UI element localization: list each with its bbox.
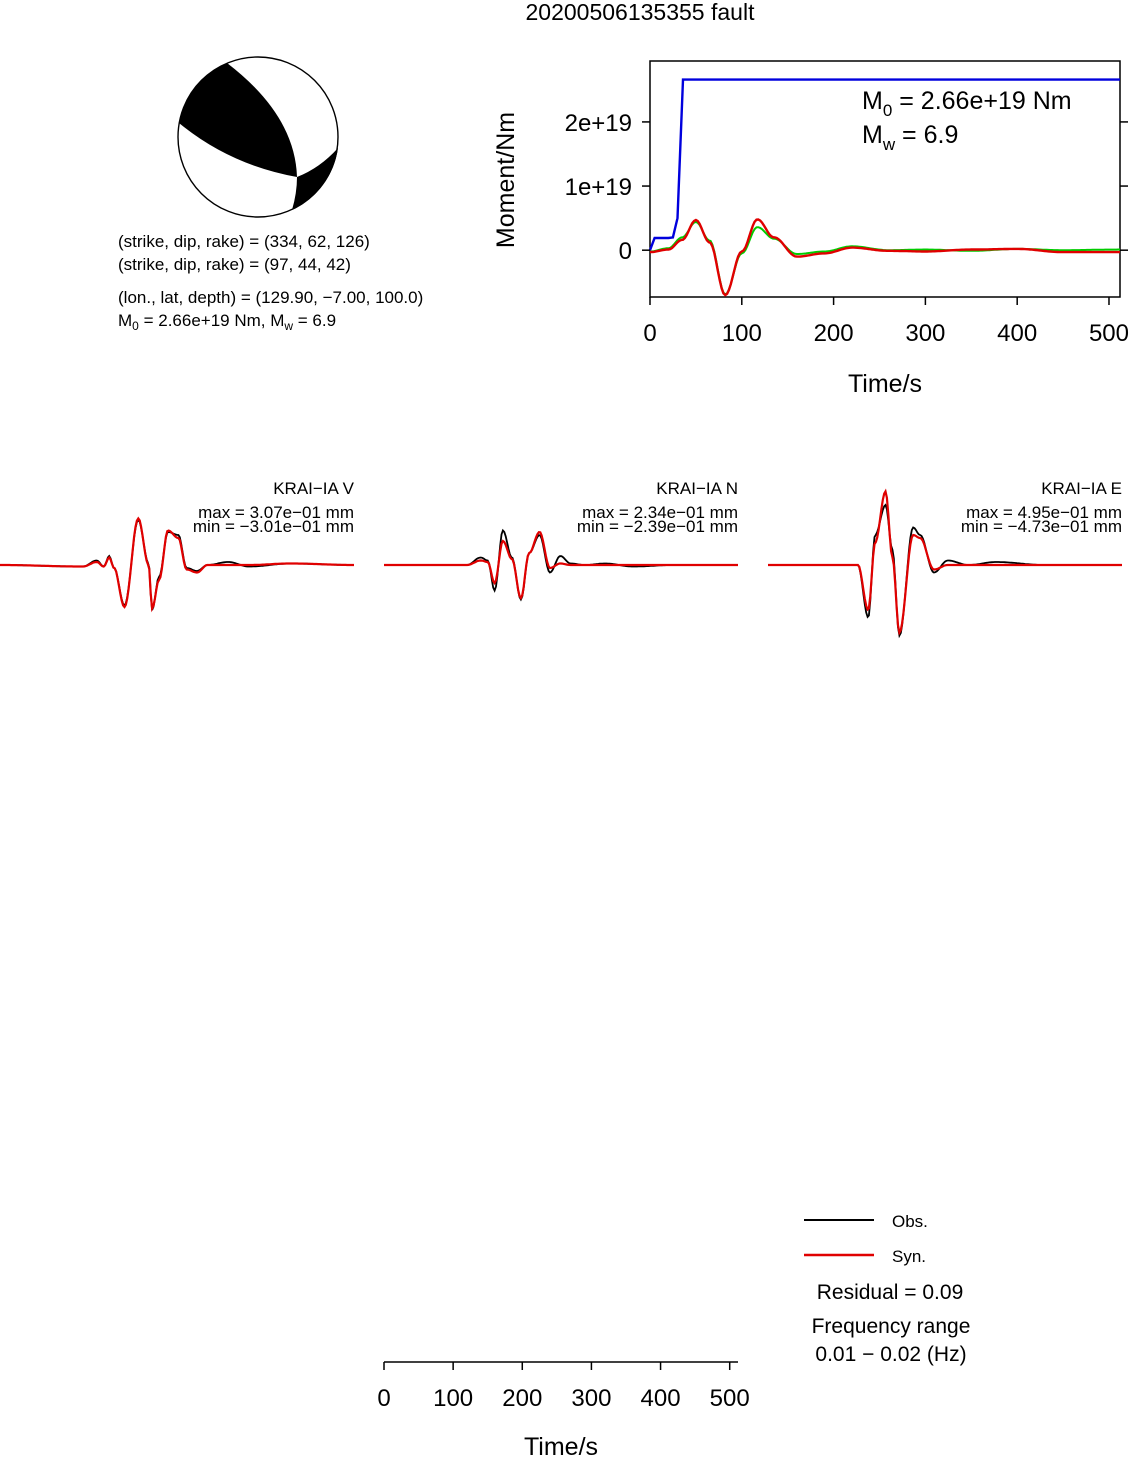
- station-label: KRAI−IA E: [1041, 479, 1122, 498]
- moment-xtick-label: 500: [1088, 320, 1130, 347]
- plane1-values: (334, 62, 126): [263, 232, 370, 251]
- station-min: min = −3.01e−01 mm: [192, 517, 354, 536]
- figure-title: 20200506135355 fault: [525, 0, 755, 25]
- moment-panel: [492, 61, 1129, 398]
- waveform-time-axis: [377, 1362, 749, 1412]
- station-panel-krai-ia-e: [768, 479, 1122, 636]
- moment-xtick-label: 300: [905, 320, 946, 347]
- legend: [804, 1212, 928, 1266]
- location-values: (129.90, −7.00, 100.0): [255, 288, 424, 307]
- moment-ytick-label: 1e+19: [564, 174, 632, 202]
- station-min: min = −2.39e−01 mm: [576, 517, 738, 536]
- legend-obs-label: Obs.: [892, 1212, 928, 1231]
- svg-text:(strike, dip, rake) = (334, 62: [118, 232, 370, 251]
- station-max: max = 2.34e−01 mm: [582, 503, 738, 522]
- time-xtick-label: 100: [433, 1385, 474, 1412]
- waveform-xlabel: Time/s: [523, 1433, 599, 1458]
- moment-text-m0: $M_0 = 2.66e+19$ Nm: [862, 87, 1072, 120]
- svg-text:(lon., lat, depth) = (129.90,: [118, 288, 423, 307]
- frequency-label: Frequency range: [811, 1315, 971, 1338]
- station-min: min = −4.73e−01 mm: [960, 517, 1122, 536]
- mechanism-info: [118, 232, 423, 333]
- beachball: [178, 57, 338, 217]
- location-prefix: (lon., lat, depth) =: [118, 288, 256, 307]
- station-label: KRAI−IA N: [656, 479, 738, 498]
- time-xtick-label: 300: [571, 1385, 612, 1412]
- station-max: max = 3.07e−01 mm: [198, 503, 354, 522]
- time-xtick-label: 400: [640, 1385, 681, 1412]
- moment-xtick-label: 200: [813, 320, 854, 347]
- moment-ytick-label: 2e+19: [564, 109, 632, 137]
- svg-text:(strike, dip, rake) = (97, 44,: [118, 255, 351, 274]
- station-label: KRAI−IA V: [273, 479, 354, 498]
- syn-trace: [384, 532, 738, 598]
- time-xtick-label: 0: [377, 1385, 391, 1412]
- moment-ylabel: Moment/Nm: [492, 111, 520, 249]
- svg-text:M0 = 2.66e+19 Nm, Mw = 6.9: $M_0 = 2.66e+19$ Nm, $M_w = 6.9$: [118, 311, 337, 333]
- waveform-grid: [0, 479, 1122, 636]
- frequency-range: 0.01 − 0.02 (Hz): [815, 1343, 967, 1366]
- moment-xtick-label: 400: [997, 320, 1038, 347]
- time-xtick-label: 200: [502, 1385, 543, 1412]
- station-panel-krai-ia-n: [384, 479, 738, 600]
- time-xtick-label: 500: [709, 1385, 750, 1412]
- moment-xlabel: Time/s: [847, 370, 923, 398]
- legend-syn-label: Syn.: [892, 1247, 927, 1266]
- plane2-values: (97, 44, 42): [263, 255, 351, 274]
- plane1-prefix: (strike, dip, rake) =: [118, 232, 264, 251]
- moment-ytick-label: 0: [618, 238, 632, 266]
- station-max: max = 4.95e−01 mm: [966, 503, 1122, 522]
- residual-text: Residual = 0.09: [816, 1281, 964, 1304]
- moment-xtick-label: 0: [643, 320, 657, 347]
- plane2-prefix: (strike, dip, rake) =: [118, 255, 264, 274]
- moment-xtick-label: 100: [721, 320, 762, 347]
- moment-text-mw: $M_w = 6.9$: [862, 121, 959, 154]
- station-panel-krai-ia-v: [0, 479, 355, 610]
- moment-rate-trace-2: [650, 220, 1120, 296]
